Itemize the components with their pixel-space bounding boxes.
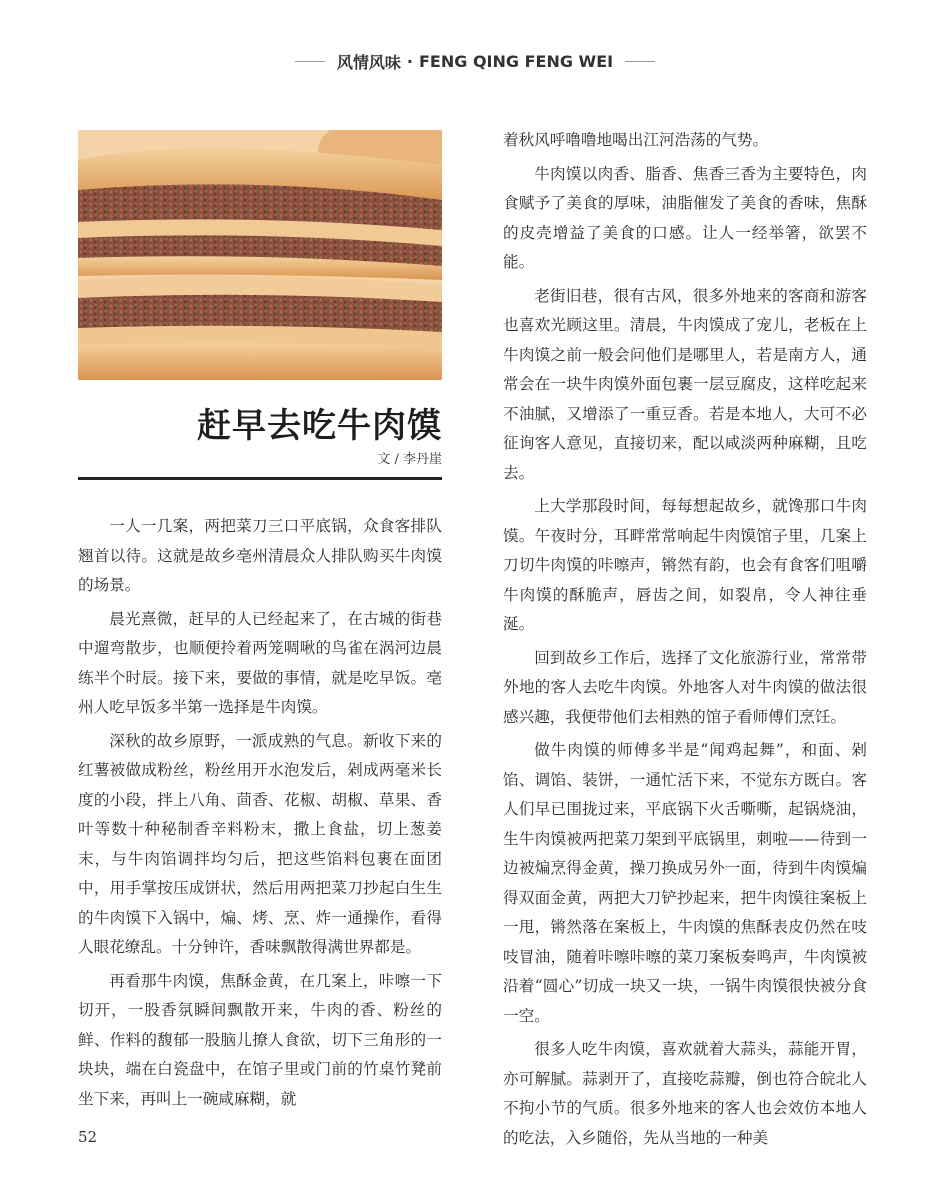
beef-pie-photo <box>78 130 442 380</box>
body-column-right <box>503 126 867 1157</box>
body-paragraph: 牛肉馍以肉香、脂香、焦香三香为主要特色，肉食赋予了美食的厚味，油脂催发了美食的香味，焦酥的皮壳增益了美食的口感。让人一经举箸，欲罢不能。 <box>503 164 867 271</box>
body-paragraph: 一人一几案，两把菜刀三口平底锅，众食客排队翘首以待。这就是故乡亳州清晨众人排队购买牛肉馍的场景。 <box>78 517 442 594</box>
body-paragraph: 老街旧巷，很有古风，很多外地来的客商和游客也喜欢光顾这里。清晨，牛肉馍成了宠儿，老板在上牛肉馍之前一般会问他们是哪里人，若是南方人，通常会在一块牛肉馍外面包裹一层豆腐皮，这样吃起来不油腻，又增添了一重豆香。若是本地人，大可不必征询客人意见，直接切来，配以咸淡两种麻糊，且吃去。 <box>503 286 867 482</box>
beef-pie-illustration <box>78 130 442 380</box>
header-section-cn: 风情风味 <box>336 53 401 72</box>
body-paragraph-continued: 着秋风呼噜噜地喝出江河浩荡的气势。 <box>503 131 769 149</box>
body-paragraph: 很多人吃牛肉馍，喜欢就着大蒜头，蒜能开胃，亦可解腻。蒜剥开了，直接吃蒜瓣，倒也符合皖北人不拘小节的气质。很多外地来的客人也会效仿本地人的吃法，入乡随俗，先从当地的一种美 <box>503 1040 867 1147</box>
header-section-en: FENG QING FENG WEI <box>419 52 614 71</box>
header-rule-left <box>295 61 325 62</box>
body-paragraph: 再看那牛肉馍，焦酥金黄，在几案上，咔嚓一下切开，一股香氛瞬间飘散开来，牛肉的香、粉丝的鲜、作料的馥郁一股脑儿撩人食欲，切下三角形的一块块，端在白瓷盘中，在馆子里或门前的竹桌竹凳前坐下来，再叫上一碗咸麻糊，就 <box>78 971 442 1108</box>
body-paragraph: 晨光熹微，赶早的人已经起来了，在古城的街巷中遛弯散步，也顺便拎着两笼啁啾的鸟雀在涡河边晨练半个时辰。接下来，要做的事情，就是吃早饭。亳州人吃早饭多半第一选择是牛肉馍。 <box>78 609 442 716</box>
page-number: 52 <box>78 1128 98 1146</box>
title-divider <box>78 477 442 480</box>
article-title: 赶早去吃牛肉馍 <box>197 406 442 446</box>
body-column-left <box>78 512 442 1118</box>
header-rule-right <box>625 61 655 62</box>
header-separator: · <box>406 52 413 71</box>
body-paragraph: 深秋的故乡原野，一派成熟的气息。新收下来的红薯被做成粉丝，粉丝用开水泡发后，剁成两毫米长度的小段，拌上八角、茴香、花椒、胡椒、草果、香叶等数十种秘制香辛料粉末，撒上食盐，切上葱姜末，与牛肉馅调拌均匀后，把这些馅料包裹在面团中，用手掌按压成饼状，然后用两把菜刀抄起白生生的牛肉馍下入锅中，煸、烤、烹、炸一通操作，看得人眼花缭乱。十分钟许，香味飘散得满世界都是。 <box>78 731 442 956</box>
body-paragraph: 做牛肉馍的师傅多半是“闻鸡起舞”，和面、剁馅、调馅、装饼，一通忙活下来，不觉东方既白。客人们早已围拢过来，平底锅下火舌嘶嘶，起锅烧油，生牛肉馍被两把菜刀架到平底锅里，刺啦——待到一边被煸烹得金黄，操刀换成另外一面，待到牛肉馍煸得双面金黄，两把大刀铲抄起来，把牛肉馍往案板上一甩，锵然落在案板上，牛肉馍的焦酥表皮仍然在吱吱冒油，随着咔嚓咔嚓的菜刀案板奏鸣声，牛肉馍被沿着“圆心”切成一块又一块，一锅牛肉馍很快被分食一空。 <box>503 741 867 1025</box>
running-header <box>0 50 950 73</box>
body-paragraph: 上大学那段时间，每每想起故乡，就馋那口牛肉馍。午夜时分，耳畔常常响起牛肉馍馆子里，几案上刀切牛肉馍的咔嚓声，锵然有韵，也会有食客们咀嚼牛肉馍的酥脆声，唇齿之间，如裂帛，令人神往垂涎。 <box>503 497 867 633</box>
body-paragraph: 回到故乡工作后，选择了文化旅游行业，常常带外地的客人去吃牛肉馍。外地客人对牛肉馍的做法很感兴趣，我便带他们去相熟的馆子看师傅们烹饪。 <box>503 648 867 726</box>
article-byline: 文 / 李丹崖 <box>377 452 442 467</box>
